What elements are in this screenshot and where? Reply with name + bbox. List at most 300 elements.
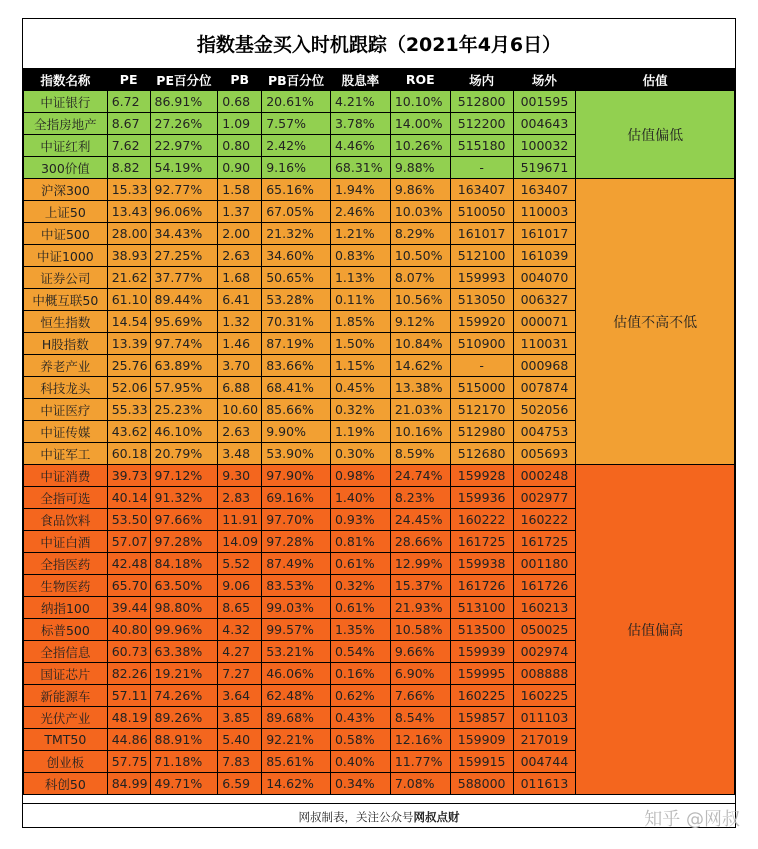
pe-cell: 57.75 bbox=[107, 751, 150, 773]
pe-cell: 52.06 bbox=[107, 377, 150, 399]
exchange-code-cell: 159857 bbox=[450, 707, 513, 729]
pb-percentile-cell: 20.61% bbox=[262, 91, 331, 113]
dividend-yield-cell: 0.98% bbox=[330, 465, 390, 487]
index-name-cell: 中证白酒 bbox=[24, 531, 108, 553]
exchange-code-cell: - bbox=[450, 157, 513, 179]
index-name-cell: 全指房地产 bbox=[24, 113, 108, 135]
index-name-cell: 科创50 bbox=[24, 773, 108, 795]
pb-cell: 1.68 bbox=[218, 267, 262, 289]
exchange-code-cell: 161726 bbox=[450, 575, 513, 597]
otc-code-cell: 002974 bbox=[513, 641, 576, 663]
pb-percentile-cell: 68.41% bbox=[262, 377, 331, 399]
pe-percentile-cell: 89.44% bbox=[150, 289, 218, 311]
dividend-yield-cell: 0.16% bbox=[330, 663, 390, 685]
pe-percentile-cell: 57.95% bbox=[150, 377, 218, 399]
index-name-cell: 标普500 bbox=[24, 619, 108, 641]
pb-percentile-cell: 99.57% bbox=[262, 619, 331, 641]
exchange-code-cell: 159928 bbox=[450, 465, 513, 487]
pb-percentile-cell: 97.90% bbox=[262, 465, 331, 487]
otc-code-cell: 007874 bbox=[513, 377, 576, 399]
exchange-code-cell: 161725 bbox=[450, 531, 513, 553]
valuation-band-label: 估值不高不低 bbox=[576, 179, 735, 465]
index-name-cell: 食品饮料 bbox=[24, 509, 108, 531]
roe-cell: 10.03% bbox=[390, 201, 450, 223]
pe-percentile-cell: 91.32% bbox=[150, 487, 218, 509]
pe-percentile-cell: 92.77% bbox=[150, 179, 218, 201]
dividend-yield-cell: 0.11% bbox=[330, 289, 390, 311]
pb-cell: 2.63 bbox=[218, 421, 262, 443]
pb-percentile-cell: 9.16% bbox=[262, 157, 331, 179]
pe-cell: 57.11 bbox=[107, 685, 150, 707]
pb-cell: 3.70 bbox=[218, 355, 262, 377]
exchange-code-cell: 159938 bbox=[450, 553, 513, 575]
pe-cell: 57.07 bbox=[107, 531, 150, 553]
valuation-table bbox=[23, 68, 735, 795]
pb-cell: 7.83 bbox=[218, 751, 262, 773]
otc-code-cell: 004744 bbox=[513, 751, 576, 773]
roe-cell: 8.23% bbox=[390, 487, 450, 509]
dividend-yield-cell: 1.19% bbox=[330, 421, 390, 443]
footer-text: 网叔制表，关注公众号 bbox=[298, 809, 414, 824]
index-name-cell: 中证银行 bbox=[24, 91, 108, 113]
roe-cell: 8.07% bbox=[390, 267, 450, 289]
otc-code-cell: 005693 bbox=[513, 443, 576, 465]
exchange-code-cell: 515180 bbox=[450, 135, 513, 157]
pe-percentile-cell: 97.74% bbox=[150, 333, 218, 355]
pe-percentile-cell: 74.26% bbox=[150, 685, 218, 707]
dividend-yield-cell: 0.61% bbox=[330, 553, 390, 575]
index-name-cell: 新能源车 bbox=[24, 685, 108, 707]
index-name-cell: 沪深300 bbox=[24, 179, 108, 201]
pb-cell: 1.32 bbox=[218, 311, 262, 333]
pb-cell: 7.27 bbox=[218, 663, 262, 685]
table-row bbox=[24, 465, 735, 487]
otc-code-cell: 008888 bbox=[513, 663, 576, 685]
roe-cell: 12.16% bbox=[390, 729, 450, 751]
pe-percentile-cell: 98.80% bbox=[150, 597, 218, 619]
roe-cell: 8.54% bbox=[390, 707, 450, 729]
pb-percentile-cell: 14.62% bbox=[262, 773, 331, 795]
roe-cell: 7.66% bbox=[390, 685, 450, 707]
pe-percentile-cell: 95.69% bbox=[150, 311, 218, 333]
sheet-title: 指数基金买入时机跟踪（2021年4月6日） bbox=[196, 34, 562, 56]
index-name-cell: 国证芯片 bbox=[24, 663, 108, 685]
pe-percentile-cell: 27.26% bbox=[150, 113, 218, 135]
index-name-cell: 中证传媒 bbox=[24, 421, 108, 443]
dividend-yield-cell: 4.46% bbox=[330, 135, 390, 157]
otc-code-cell: 502056 bbox=[513, 399, 576, 421]
pe-cell: 42.48 bbox=[107, 553, 150, 575]
index-name-cell: 科技龙头 bbox=[24, 377, 108, 399]
roe-cell: 6.90% bbox=[390, 663, 450, 685]
index-name-cell: 全指可选 bbox=[24, 487, 108, 509]
index-name-cell: 中证红利 bbox=[24, 135, 108, 157]
pe-cell: 13.39 bbox=[107, 333, 150, 355]
otc-code-cell: 160222 bbox=[513, 509, 576, 531]
otc-code-cell: 100032 bbox=[513, 135, 576, 157]
roe-cell: 10.84% bbox=[390, 333, 450, 355]
roe-cell: 10.56% bbox=[390, 289, 450, 311]
exchange-code-cell: 513500 bbox=[450, 619, 513, 641]
exchange-code-cell: 159939 bbox=[450, 641, 513, 663]
dividend-yield-cell: 0.43% bbox=[330, 707, 390, 729]
pb-cell: 9.30 bbox=[218, 465, 262, 487]
header-pe-percentile: PE百分位 bbox=[150, 69, 218, 91]
exchange-code-cell: 512100 bbox=[450, 245, 513, 267]
dividend-yield-cell: 1.13% bbox=[330, 267, 390, 289]
index-name-cell: 300价值 bbox=[24, 157, 108, 179]
pe-cell: 25.76 bbox=[107, 355, 150, 377]
otc-code-cell: 004643 bbox=[513, 113, 576, 135]
pe-cell: 48.19 bbox=[107, 707, 150, 729]
pe-cell: 65.70 bbox=[107, 575, 150, 597]
pe-percentile-cell: 97.28% bbox=[150, 531, 218, 553]
pe-percentile-cell: 89.26% bbox=[150, 707, 218, 729]
exchange-code-cell: 588000 bbox=[450, 773, 513, 795]
pb-cell: 4.32 bbox=[218, 619, 262, 641]
roe-cell: 13.38% bbox=[390, 377, 450, 399]
dividend-yield-cell: 1.50% bbox=[330, 333, 390, 355]
pb-percentile-cell: 83.66% bbox=[262, 355, 331, 377]
exchange-code-cell: 512800 bbox=[450, 91, 513, 113]
otc-code-cell: 161039 bbox=[513, 245, 576, 267]
exchange-code-cell: 159909 bbox=[450, 729, 513, 751]
otc-code-cell: 011103 bbox=[513, 707, 576, 729]
dividend-yield-cell: 0.32% bbox=[330, 575, 390, 597]
pb-percentile-cell: 97.70% bbox=[262, 509, 331, 531]
pe-cell: 6.72 bbox=[107, 91, 150, 113]
pe-percentile-cell: 86.91% bbox=[150, 91, 218, 113]
header-pb-percentile: PB百分位 bbox=[262, 69, 331, 91]
index-name-cell: 证券公司 bbox=[24, 267, 108, 289]
pe-percentile-cell: 96.06% bbox=[150, 201, 218, 223]
valuation-band-label: 估值偏低 bbox=[576, 91, 735, 179]
exchange-code-cell: 159915 bbox=[450, 751, 513, 773]
pb-percentile-cell: 62.48% bbox=[262, 685, 331, 707]
header-roe: ROE bbox=[390, 69, 450, 91]
otc-code-cell: 006327 bbox=[513, 289, 576, 311]
pb-percentile-cell: 89.68% bbox=[262, 707, 331, 729]
pb-percentile-cell: 87.49% bbox=[262, 553, 331, 575]
header-index-name: 指数名称 bbox=[24, 69, 108, 91]
dividend-yield-cell: 0.81% bbox=[330, 531, 390, 553]
pb-percentile-cell: 53.90% bbox=[262, 443, 331, 465]
dividend-yield-cell: 1.21% bbox=[330, 223, 390, 245]
pb-cell: 1.46 bbox=[218, 333, 262, 355]
pb-percentile-cell: 67.05% bbox=[262, 201, 331, 223]
pe-percentile-cell: 63.50% bbox=[150, 575, 218, 597]
dividend-yield-cell: 0.40% bbox=[330, 751, 390, 773]
index-name-cell: 生物医药 bbox=[24, 575, 108, 597]
header-pb: PB bbox=[218, 69, 262, 91]
roe-cell: 7.08% bbox=[390, 773, 450, 795]
pe-cell: 60.18 bbox=[107, 443, 150, 465]
exchange-code-cell: 512200 bbox=[450, 113, 513, 135]
valuation-table-sheet bbox=[22, 18, 736, 828]
pe-cell: 15.33 bbox=[107, 179, 150, 201]
table-row bbox=[24, 91, 735, 113]
exchange-code-cell: 510050 bbox=[450, 201, 513, 223]
dividend-yield-cell: 0.54% bbox=[330, 641, 390, 663]
pb-percentile-cell: 7.57% bbox=[262, 113, 331, 135]
roe-cell: 11.77% bbox=[390, 751, 450, 773]
pb-cell: 9.06 bbox=[218, 575, 262, 597]
index-name-cell: 中概互联50 bbox=[24, 289, 108, 311]
pe-percentile-cell: 63.38% bbox=[150, 641, 218, 663]
header-pe: PE bbox=[107, 69, 150, 91]
pe-cell: 8.82 bbox=[107, 157, 150, 179]
otc-code-cell: 160213 bbox=[513, 597, 576, 619]
pe-percentile-cell: 63.89% bbox=[150, 355, 218, 377]
pb-percentile-cell: 53.28% bbox=[262, 289, 331, 311]
dividend-yield-cell: 3.78% bbox=[330, 113, 390, 135]
dividend-yield-cell: 0.93% bbox=[330, 509, 390, 531]
exchange-code-cell: 159936 bbox=[450, 487, 513, 509]
roe-cell: 10.50% bbox=[390, 245, 450, 267]
dividend-yield-cell: 1.94% bbox=[330, 179, 390, 201]
pe-cell: 60.73 bbox=[107, 641, 150, 663]
pe-percentile-cell: 49.71% bbox=[150, 773, 218, 795]
pb-percentile-cell: 87.19% bbox=[262, 333, 331, 355]
pb-cell: 6.41 bbox=[218, 289, 262, 311]
otc-code-cell: 000071 bbox=[513, 311, 576, 333]
header-otc-code: 场外 bbox=[513, 69, 576, 91]
roe-cell: 10.26% bbox=[390, 135, 450, 157]
roe-cell: 24.45% bbox=[390, 509, 450, 531]
exchange-code-cell: 160225 bbox=[450, 685, 513, 707]
dividend-yield-cell: 1.35% bbox=[330, 619, 390, 641]
dividend-yield-cell: 0.30% bbox=[330, 443, 390, 465]
roe-cell: 10.16% bbox=[390, 421, 450, 443]
dividend-yield-cell: 0.45% bbox=[330, 377, 390, 399]
roe-cell: 12.99% bbox=[390, 553, 450, 575]
otc-code-cell: 004753 bbox=[513, 421, 576, 443]
pe-cell: 40.80 bbox=[107, 619, 150, 641]
index-name-cell: TMT50 bbox=[24, 729, 108, 751]
valuation-band-label: 估值偏高 bbox=[576, 465, 735, 795]
pe-cell: 39.44 bbox=[107, 597, 150, 619]
pe-percentile-cell: 19.21% bbox=[150, 663, 218, 685]
otc-code-cell: 110003 bbox=[513, 201, 576, 223]
pe-percentile-cell: 84.18% bbox=[150, 553, 218, 575]
pb-percentile-cell: 69.16% bbox=[262, 487, 331, 509]
pb-cell: 2.63 bbox=[218, 245, 262, 267]
pb-cell: 5.40 bbox=[218, 729, 262, 751]
pe-cell: 40.14 bbox=[107, 487, 150, 509]
header-valuation: 估值 bbox=[576, 69, 735, 91]
pe-cell: 44.86 bbox=[107, 729, 150, 751]
exchange-code-cell: 512980 bbox=[450, 421, 513, 443]
index-name-cell: 光伏产业 bbox=[24, 707, 108, 729]
pe-cell: 84.99 bbox=[107, 773, 150, 795]
pb-cell: 8.65 bbox=[218, 597, 262, 619]
pe-percentile-cell: 34.43% bbox=[150, 223, 218, 245]
pe-percentile-cell: 97.66% bbox=[150, 509, 218, 531]
exchange-code-cell: 159993 bbox=[450, 267, 513, 289]
exchange-code-cell: 513050 bbox=[450, 289, 513, 311]
pb-cell: 1.09 bbox=[218, 113, 262, 135]
otc-code-cell: 002977 bbox=[513, 487, 576, 509]
otc-code-cell: 011613 bbox=[513, 773, 576, 795]
pb-percentile-cell: 2.42% bbox=[262, 135, 331, 157]
pb-cell: 3.85 bbox=[218, 707, 262, 729]
pe-cell: 28.00 bbox=[107, 223, 150, 245]
otc-code-cell: 110031 bbox=[513, 333, 576, 355]
pb-cell: 3.48 bbox=[218, 443, 262, 465]
pe-percentile-cell: 97.12% bbox=[150, 465, 218, 487]
pe-percentile-cell: 37.77% bbox=[150, 267, 218, 289]
pb-cell: 1.37 bbox=[218, 201, 262, 223]
roe-cell: 8.29% bbox=[390, 223, 450, 245]
roe-cell: 28.66% bbox=[390, 531, 450, 553]
roe-cell: 10.10% bbox=[390, 91, 450, 113]
index-name-cell: 中证1000 bbox=[24, 245, 108, 267]
otc-code-cell: 519671 bbox=[513, 157, 576, 179]
header-exchange-code: 场内 bbox=[450, 69, 513, 91]
dividend-yield-cell: 1.40% bbox=[330, 487, 390, 509]
otc-code-cell: 001180 bbox=[513, 553, 576, 575]
roe-cell: 9.86% bbox=[390, 179, 450, 201]
pb-cell: 14.09 bbox=[218, 531, 262, 553]
otc-code-cell: 000248 bbox=[513, 465, 576, 487]
pb-percentile-cell: 46.06% bbox=[262, 663, 331, 685]
pb-cell: 3.64 bbox=[218, 685, 262, 707]
pe-percentile-cell: 25.23% bbox=[150, 399, 218, 421]
pe-percentile-cell: 54.19% bbox=[150, 157, 218, 179]
pb-percentile-cell: 50.65% bbox=[262, 267, 331, 289]
otc-code-cell: 000968 bbox=[513, 355, 576, 377]
table-footer bbox=[23, 803, 735, 829]
otc-code-cell: 001595 bbox=[513, 91, 576, 113]
index-name-cell: 恒生指数 bbox=[24, 311, 108, 333]
index-name-cell: 纳指100 bbox=[24, 597, 108, 619]
dividend-yield-cell: 0.32% bbox=[330, 399, 390, 421]
index-name-cell: H股指数 bbox=[24, 333, 108, 355]
otc-code-cell: 161017 bbox=[513, 223, 576, 245]
dividend-yield-cell: 2.46% bbox=[330, 201, 390, 223]
pb-cell: 1.58 bbox=[218, 179, 262, 201]
otc-code-cell: 004070 bbox=[513, 267, 576, 289]
pe-percentile-cell: 88.91% bbox=[150, 729, 218, 751]
pe-cell: 8.67 bbox=[107, 113, 150, 135]
dividend-yield-cell: 1.15% bbox=[330, 355, 390, 377]
table-row bbox=[24, 179, 735, 201]
otc-code-cell: 163407 bbox=[513, 179, 576, 201]
roe-cell: 15.37% bbox=[390, 575, 450, 597]
pe-percentile-cell: 20.79% bbox=[150, 443, 218, 465]
exchange-code-cell: 159995 bbox=[450, 663, 513, 685]
pe-cell: 61.10 bbox=[107, 289, 150, 311]
dividend-yield-cell: 68.31% bbox=[330, 157, 390, 179]
pe-cell: 82.26 bbox=[107, 663, 150, 685]
exchange-code-cell: 159920 bbox=[450, 311, 513, 333]
pb-cell: 0.80 bbox=[218, 135, 262, 157]
pb-cell: 2.00 bbox=[218, 223, 262, 245]
exchange-code-cell: 163407 bbox=[450, 179, 513, 201]
pe-cell: 14.54 bbox=[107, 311, 150, 333]
pb-cell: 10.60 bbox=[218, 399, 262, 421]
exchange-code-cell: 512680 bbox=[450, 443, 513, 465]
pe-cell: 21.62 bbox=[107, 267, 150, 289]
pb-percentile-cell: 97.28% bbox=[262, 531, 331, 553]
pe-percentile-cell: 27.25% bbox=[150, 245, 218, 267]
pb-percentile-cell: 34.60% bbox=[262, 245, 331, 267]
roe-cell: 9.66% bbox=[390, 641, 450, 663]
pb-cell: 4.27 bbox=[218, 641, 262, 663]
roe-cell: 9.12% bbox=[390, 311, 450, 333]
index-name-cell: 养老产业 bbox=[24, 355, 108, 377]
pe-cell: 38.93 bbox=[107, 245, 150, 267]
pb-percentile-cell: 92.21% bbox=[262, 729, 331, 751]
pb-percentile-cell: 53.21% bbox=[262, 641, 331, 663]
roe-cell: 9.88% bbox=[390, 157, 450, 179]
dividend-yield-cell: 0.34% bbox=[330, 773, 390, 795]
pb-percentile-cell: 99.03% bbox=[262, 597, 331, 619]
roe-cell: 21.93% bbox=[390, 597, 450, 619]
pe-cell: 39.73 bbox=[107, 465, 150, 487]
exchange-code-cell: 515000 bbox=[450, 377, 513, 399]
roe-cell: 8.59% bbox=[390, 443, 450, 465]
pb-cell: 0.68 bbox=[218, 91, 262, 113]
pb-percentile-cell: 9.90% bbox=[262, 421, 331, 443]
index-name-cell: 创业板 bbox=[24, 751, 108, 773]
index-name-cell: 中证军工 bbox=[24, 443, 108, 465]
otc-code-cell: 161726 bbox=[513, 575, 576, 597]
exchange-code-cell: - bbox=[450, 355, 513, 377]
pe-cell: 53.50 bbox=[107, 509, 150, 531]
pb-percentile-cell: 83.53% bbox=[262, 575, 331, 597]
pb-percentile-cell: 21.32% bbox=[262, 223, 331, 245]
roe-cell: 10.58% bbox=[390, 619, 450, 641]
index-name-cell: 全指医药 bbox=[24, 553, 108, 575]
pe-percentile-cell: 46.10% bbox=[150, 421, 218, 443]
otc-code-cell: 217019 bbox=[513, 729, 576, 751]
pe-percentile-cell: 99.96% bbox=[150, 619, 218, 641]
pb-percentile-cell: 85.66% bbox=[262, 399, 331, 421]
pb-cell: 11.91 bbox=[218, 509, 262, 531]
index-name-cell: 中证500 bbox=[24, 223, 108, 245]
exchange-code-cell: 513100 bbox=[450, 597, 513, 619]
index-name-cell: 中证消费 bbox=[24, 465, 108, 487]
pb-percentile-cell: 70.31% bbox=[262, 311, 331, 333]
pe-cell: 55.33 bbox=[107, 399, 150, 421]
index-name-cell: 全指信息 bbox=[24, 641, 108, 663]
exchange-code-cell: 160222 bbox=[450, 509, 513, 531]
dividend-yield-cell: 0.83% bbox=[330, 245, 390, 267]
header-dividend-yield: 股息率 bbox=[330, 69, 390, 91]
pe-percentile-cell: 71.18% bbox=[150, 751, 218, 773]
pe-percentile-cell: 22.97% bbox=[150, 135, 218, 157]
roe-cell: 14.62% bbox=[390, 355, 450, 377]
dividend-yield-cell: 0.62% bbox=[330, 685, 390, 707]
index-name-cell: 上证50 bbox=[24, 201, 108, 223]
pb-cell: 6.59 bbox=[218, 773, 262, 795]
dividend-yield-cell: 0.61% bbox=[330, 597, 390, 619]
index-name-cell: 中证医疗 bbox=[24, 399, 108, 421]
exchange-code-cell: 510900 bbox=[450, 333, 513, 355]
pe-cell: 7.62 bbox=[107, 135, 150, 157]
otc-code-cell: 161725 bbox=[513, 531, 576, 553]
exchange-code-cell: 161017 bbox=[450, 223, 513, 245]
pb-percentile-cell: 85.61% bbox=[262, 751, 331, 773]
exchange-code-cell: 512170 bbox=[450, 399, 513, 421]
otc-code-cell: 050025 bbox=[513, 619, 576, 641]
table-header-row bbox=[24, 69, 735, 91]
pb-cell: 5.52 bbox=[218, 553, 262, 575]
pe-cell: 43.62 bbox=[107, 421, 150, 443]
watermark: 知乎 @网叔 bbox=[644, 809, 740, 830]
dividend-yield-cell: 0.58% bbox=[330, 729, 390, 751]
